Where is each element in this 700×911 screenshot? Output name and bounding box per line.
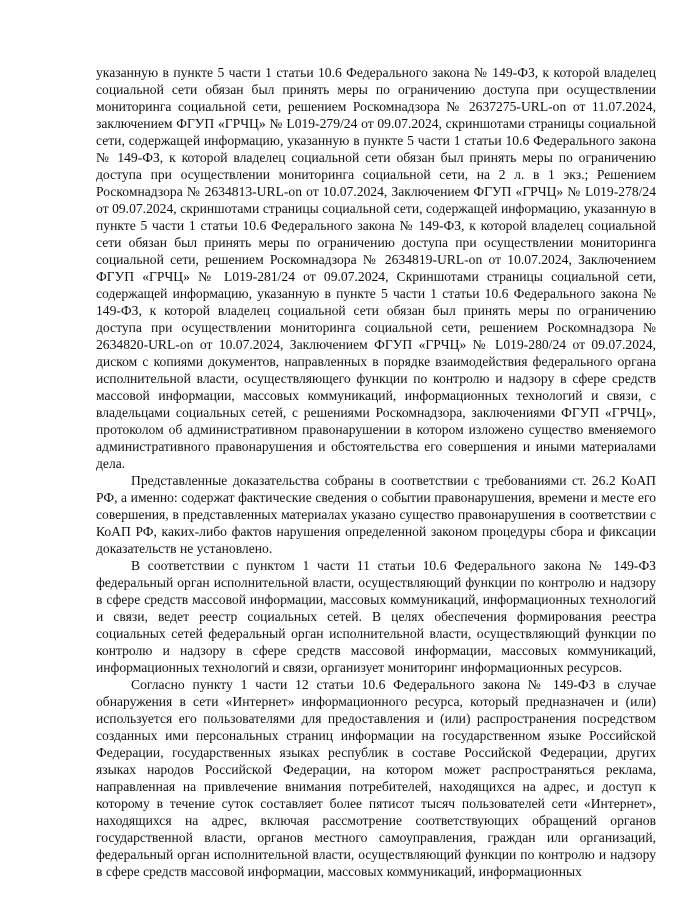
paragraph-monitoring-law: Согласно пункту 1 части 12 статьи 10.6 Федерального закона № 149-ФЗ в случае обнаружения в сети «Интернет» информационного ресурса, который предназначен и (или) используется его пользователями для предоставления и (или) распространения посредством созданных ими персональных страниц информации на государственном языке Российской Федерации, государственных языках республик в составе Российской Федерации, других языках народов Российской Федерации, на котором может распространяться реклама, направленная на привлечение внимания потребителей, находящихся на адрес, и доступ к которому в течение суток составляет более пятисот тысяч пользователей сети «Интернет», находящихся на адрес, включая рассмотрение соответствующих обращений органов государственной власти, органов местного самоуправления, граждан или организаций, федеральный орган исполнительной власти, осуществляющий функции по контролю и надзору в сфере средств массовой информации, массовых коммуникаций, информационных [96, 677, 656, 879]
document-page [96, 64, 656, 880]
paragraph-evidence-list: указанную в пункте 5 части 1 статьи 10.6 Федерального закона № 149-ФЗ, к которой владелец социальной сети обязан был принять меры по ограничению доступа при осуществлении мониторинга социальной сети, решением Роскомнадзора № 2637275-URL-on от 11.07.2024, заключением ФГУП «ГРЧЦ» № L019-279/24 от 09.07.2024, скриншотами страницы социальной сети, содержащей информацию, указанную в пункте 5 части 1 статьи 10.6 Федерального закона № 149-ФЗ, к которой владелец социальной сети обязан был принять меры по ограничению доступа при осуществлении мониторинга социальной сети, на 2 л. в 1 экз.; Решением Роскомнадзора № 2634813-URL-on от 10.07.2024, Заключением ФГУП «ГРЧЦ» № L019-278/24 от 09.07.2024, скриншотами страницы социальной сети, содержащей информацию, указанную в пункте 5 части 1 статьи 10.6 Федерального закона № 149-ФЗ, к которой владелец социальной сети обязан был принять меры по ограничению доступа при осуществлении мониторинга социальной сети, решением Роскомнадзора № 2634819-URL-on от 10.07.2024, Заключением ФГУП «ГРЧЦ» № L019-281/24 от 09.07.2024, Скриншотами страницы социальной сети, содержащей информацию, указанную в пункте 5 части 1 статьи 10.6 Федерального закона № 149-ФЗ, к которой владелец социальной сети обязан был принять меры по ограничению доступа при осуществлении мониторинга социальной сети, решением Роскомнадзора № 2634820-URL-on от 10.07.2024, Заключением ФГУП «ГРЧЦ» № L019-280/24 от 09.07.2024, диском с копиями документов, направленных в порядке взаимодействия федерального органа исполнительной власти, осуществляющего функции по контролю и надзору в сфере средств массовой информации, массовых коммуникаций, информационных технологий и связи, с владельцами социальных сетей, с решениями Роскомнадзора, заключениями ФГУП «ГРЧЦ», протоколом об административном правонарушении в котором изложено существо вменяемого административного правонарушения и обстоятельства его совершения и иными материалами дела. [96, 65, 656, 471]
paragraph-registry-law: В соответствии с пунктом 1 части 11 статьи 10.6 Федерального закона № 149-ФЗ федеральный орган исполнительной власти, осуществляющий функции по контролю и надзору в сфере средств массовой информации, массовых коммуникаций, информационных технологий и связи, ведет реестр социальных сетей. В целях обеспечения формирования реестра социальных сетей федеральный орган исполнительной власти, осуществляющий функции по контролю и надзору в сфере средств массовой информации, массовых коммуникаций, информационных технологий и связи, организует мониторинг информационных ресурсов. [96, 558, 656, 675]
paragraph-evidence-assessment: Представленные доказательства собраны в соответствии с требованиями ст. 26.2 КоАП РФ, а именно: содержат фактические сведения о событии правонарушения, времени и месте его совершения, в представленных материалах указано существо правонарушения в соответствии с КоАП РФ, каких-либо фактов нарушения определенной законом процедуры сбора и фиксации доказательств не установлено. [96, 473, 656, 556]
